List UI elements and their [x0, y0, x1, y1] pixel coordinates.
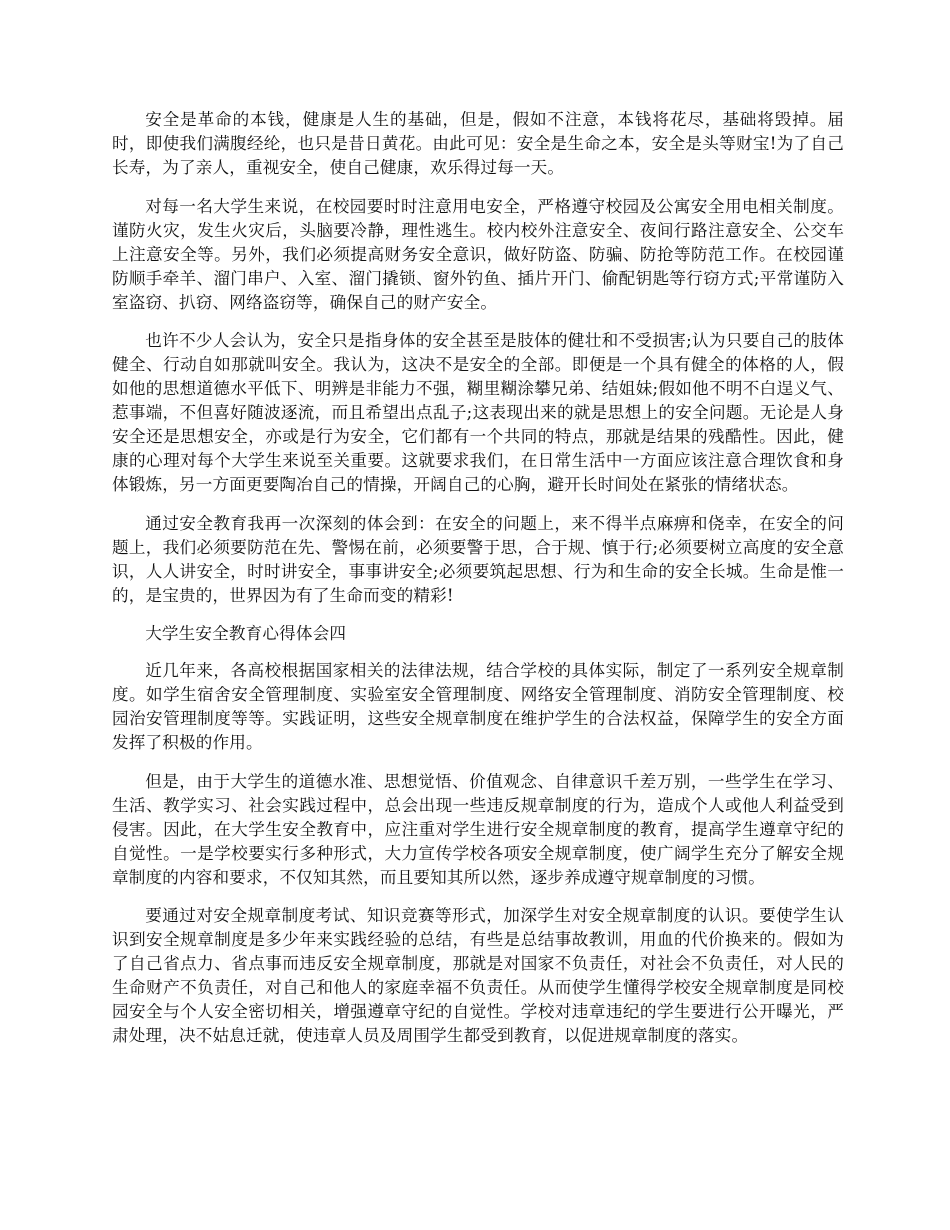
- section-heading: 大学生安全教育心得体会四: [145, 624, 347, 643]
- document-body: [112, 108, 844, 1048]
- paragraph-regulation-education: 但是，由于大学生的道德水准、思想觉悟、价值观念、自律意识千差万别，一些学生在学习、生活、教学实习、社会实践过程中，总会出现一些违反规章制度的行为，造成个人或他人利益受到侵害。因此，在大学生安全教育中，应注重对学生进行安全规章制度的教育，提高学生遵章守纪的自觉性。一是学校要实行多种形式，大力宣传学校各项安全规章制度，使广阔学生充分了解安全规章制度的内容和要求，不仅知其然，而且要知其所以然，逐步养成遵守规章制度的习惯。: [112, 771, 844, 887]
- paragraph-safety-foundation: 安全是革命的本钱，健康是人生的基础，但是，假如不注意，本钱将花尽，基础将毁掉。届时，即使我们满腹经纶，也只是昔日黄花。由此可见：安全是生命之本，安全是头等财宝!为了自己长寿，为了亲人，重视安全，使自己健康，欢乐得过每一天。: [112, 110, 844, 177]
- paragraph-mental-safety: 也许不少人会认为，安全只是指身体的安全甚至是肢体的健壮和不受损害;认为只要自己的肢体健全、行动自如那就叫安全。我认为，这决不是安全的全部。即便是一个具有健全的体格的人，假如他的思想道德水平低下、明辨是非能力不强，糊里糊涂攀兄弟、结姐妹;假如他不明不白逞义气、惹事端，不但喜好随波逐流，而且希望出点乱子;这表现出来的就是思想上的安全问题。无论是人身安全还是思想安全，亦或是行为安全，它们都有一个共同的特点，那就是结果的残酷性。因此，健康的心理对每个大学生来说至关重要。这就要求我们，在日常生活中一方面应该注意合理饮食和身体锻炼，另一方面更要陶冶自己的情操，开阔自己的心胸，避开长时间处在紧张的情绪状态。: [112, 331, 844, 494]
- paragraph-safety-awareness: 通过安全教育我再一次深刻的体会到：在安全的问题上，来不得半点麻痹和侥幸，在安全的问题上，我们必须要防范在先、警惕在前，必须要警于思，合于规、慎于行;必须要树立高度的安全意识，人人讲安全，时时讲安全，事事讲安全;必须要筑起思想、行为和生命的安全长城。生命是惟一的，是宝贵的，世界因为有了生命而变的精彩!: [112, 513, 844, 605]
- paragraph-regulation-enforcement: 要通过对安全规章制度考试、知识竞赛等形式，加深学生对安全规章制度的认识。要使学生认识到安全规章制度是多少年来实践经验的总结，有些是总结事故教训，用血的代价换来的。假如为了自己省点力、省点事而违反安全规章制度，那就是对国家不负责任，对社会不负责任，对人民的生命财产不负责任，对自己和他人的家庭幸福不负责任。从而使学生懂得学校安全规章制度是同校园安全与个人安全密切相关，增强遵章守纪的自觉性。学校对违章违纪的学生要进行公开曝光，严肃处理，决不姑息迁就，使违章人员及周围学生都受到教育，以促进规章制度的落实。: [112, 906, 844, 1045]
- paragraph-safety-regulations: 近几年来，各高校根据国家相关的法律法规，结合学校的具体实际，制定了一系列安全规章制度。如学生宿舍安全管理制度、实验室安全管理制度、网络安全管理制度、消防安全管理制度、校园治安管理制度等等。实践证明，这些安全规章制度在维护学生的合法权益，保障学生的安全方面发挥了积极的作用。: [112, 661, 844, 752]
- paragraph-campus-safety: 对每一名大学生来说，在校园要时时注意用电安全，严格遵守校园及公寓安全用电相关制度。谨防火灾，发生火灾后，头脑要冷静，理性逃生。校内校外注意安全、夜间行路注意安全、公交车上注意安全等。另外，我们必须提高财务安全意识，做好防盗、防骗、防抢等防范工作。在校园谨防顺手牵羊、溜门串户、入室、溜门撬锁、窗外钓鱼、插片开门、偷配钥匙等行窃方式;平常谨防入室盗窃、扒窃、网络盗窃等，确保自己的财产安全。: [112, 196, 844, 312]
